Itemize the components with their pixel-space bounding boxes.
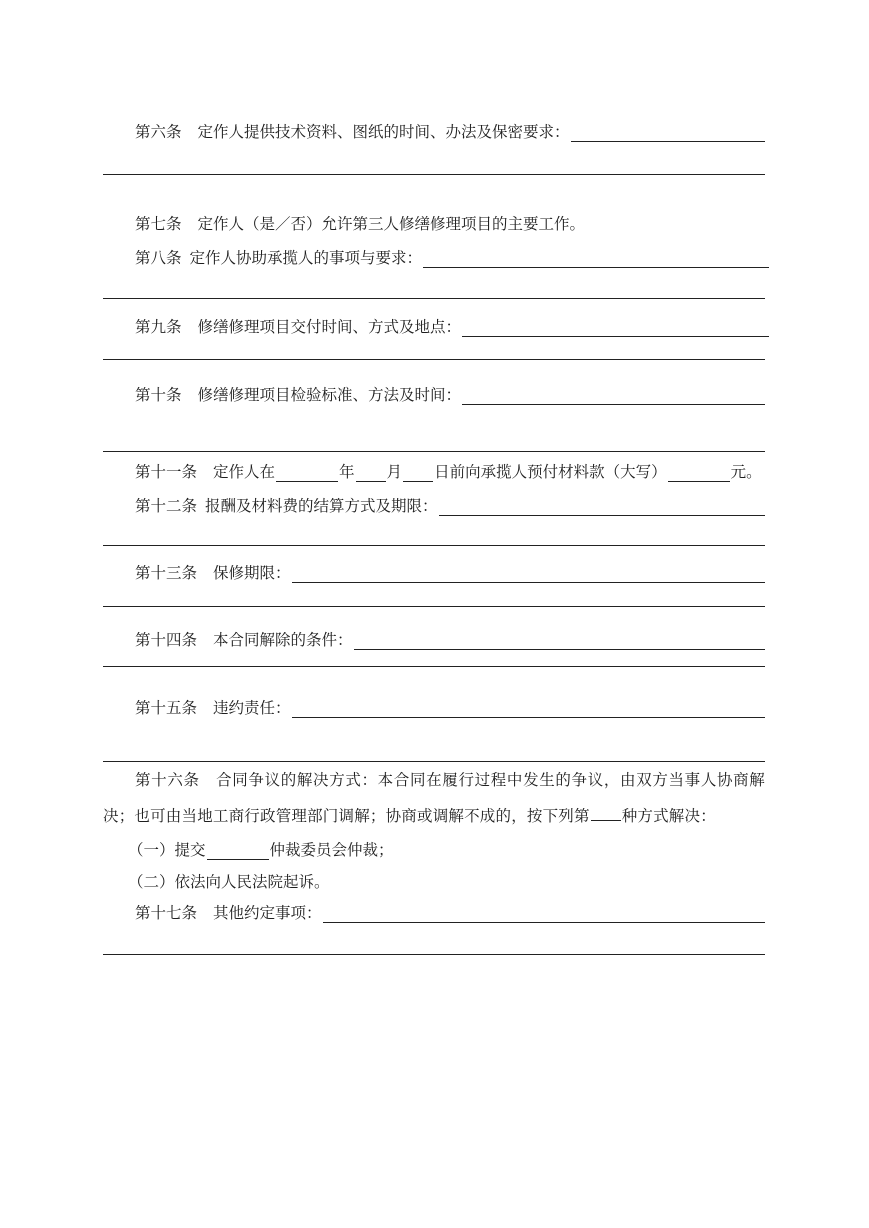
article-7-text: 定作人（是／否）允许第三人修缮修理项目的主要工作。 (197, 215, 586, 233)
option-1-text-a: （一）提交 (128, 841, 206, 859)
article-9-number: 第九条 (135, 318, 182, 336)
article-16 (103, 762, 765, 834)
article-10-rule (103, 451, 765, 452)
article-8-blank[interactable] (423, 253, 769, 268)
article-17-rule (103, 954, 765, 955)
article-13 (135, 561, 765, 583)
article-9 (135, 315, 769, 337)
article-12-blank[interactable] (439, 501, 765, 516)
article-6 (135, 120, 765, 142)
article-11-month-blank[interactable] (356, 467, 386, 482)
article-14-rule (103, 666, 765, 667)
article-8-number: 第八条 (135, 249, 182, 267)
article-6-rule (103, 174, 765, 175)
article-15-text: 违约责任： (213, 699, 291, 717)
article-17-blank[interactable] (323, 908, 765, 923)
article-9-blank[interactable] (462, 322, 769, 337)
article-10-text: 修缮修理项目检验标准、方法及时间： (197, 386, 462, 404)
article-13-rule (103, 606, 765, 607)
article-17 (135, 901, 765, 923)
article-14-text: 本合同解除的条件： (213, 631, 353, 649)
article-11-day-blank[interactable] (403, 467, 433, 482)
article-16-number: 第十六条 (135, 771, 200, 789)
article-12-number: 第十二条 (135, 497, 198, 515)
article-12-text: 报酬及材料费的结算方式及期限： (205, 497, 438, 515)
option-1-arbitration-blank[interactable] (207, 845, 269, 860)
article-8-rule (103, 298, 765, 299)
article-11-number: 第十一条 (135, 463, 198, 481)
article-13-blank[interactable] (292, 568, 765, 583)
article-7 (135, 212, 765, 234)
article-13-number: 第十三条 (135, 564, 198, 582)
article-16-text-1: 合同争议的解决方式：本合同在履行过程中发生的争议，由双方当事人协商解决；也可由当地工商行政管理部门调解；协商或调解不成的，按下列第 (103, 771, 765, 825)
article-6-text: 定作人提供技术资料、图纸的时间、办法及保密要求： (197, 123, 570, 141)
article-15 (135, 696, 765, 718)
article-16-option-1 (128, 838, 528, 860)
article-15-blank[interactable] (292, 703, 765, 718)
article-11-amount-blank[interactable] (668, 467, 730, 482)
option-2-text: （二）依法向人民法院起诉。 (128, 873, 330, 891)
article-11-text-3: 元。 (730, 463, 762, 481)
article-15-number: 第十五条 (135, 699, 198, 717)
article-17-text: 其他约定事项： (213, 904, 322, 922)
article-16-option-2 (128, 870, 528, 892)
article-14-number: 第十四条 (135, 631, 198, 649)
article-10-blank[interactable] (462, 390, 765, 405)
article-11-text-2: 日前向承揽人预付材料款（大写） (434, 463, 667, 481)
article-14 (135, 628, 765, 650)
article-6-number: 第六条 (135, 123, 182, 141)
article-12 (135, 494, 765, 516)
option-1-text-b: 仲裁委员会仲裁； (269, 841, 394, 859)
article-11 (135, 460, 765, 482)
article-10 (135, 383, 765, 405)
article-10-number: 第十条 (135, 386, 182, 404)
article-14-blank[interactable] (354, 635, 765, 650)
article-9-rule (103, 359, 765, 360)
article-11-year-label: 年 (339, 463, 355, 481)
article-16-text-2: 种方式解决： (621, 807, 716, 825)
article-17-number: 第十七条 (135, 904, 198, 922)
article-8 (135, 246, 769, 268)
article-11-text-1: 定作人在 (213, 463, 276, 481)
article-16-method-blank[interactable] (591, 808, 621, 821)
article-11-month-label: 月 (386, 463, 403, 481)
article-11-year-blank[interactable] (276, 467, 338, 482)
article-6-blank[interactable] (571, 127, 765, 142)
article-12-rule (103, 545, 765, 546)
article-7-number: 第七条 (135, 215, 182, 233)
article-8-text: 定作人协助承揽人的事项与要求： (189, 249, 423, 267)
article-9-text: 修缮修理项目交付时间、方式及地点： (197, 318, 462, 336)
article-13-text: 保修期限： (213, 564, 291, 582)
